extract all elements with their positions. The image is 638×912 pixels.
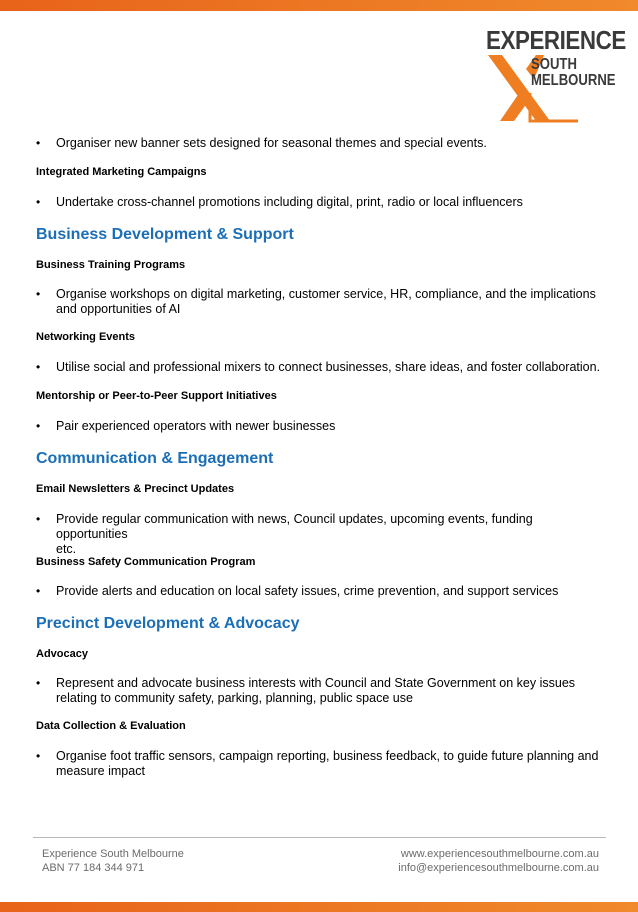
logo-word-experience: EXPERIENCE <box>486 25 626 55</box>
footer-org-block <box>42 847 184 875</box>
bullet-text-line: Organise workshops on digital marketing, customer service, HR, compliance, and the implications <box>56 287 596 301</box>
bullet-glyph: • <box>36 584 41 598</box>
footer-divider <box>33 837 606 838</box>
footer-contact-block <box>398 847 599 875</box>
bullet-glyph: • <box>36 676 41 690</box>
bullet-text-line: relating to community safety, parking, planning, public space use <box>56 691 413 705</box>
top-accent-bar <box>0 0 638 11</box>
bullet-glyph: • <box>36 136 41 150</box>
bullet-text-line: etc. <box>56 542 77 556</box>
section-heading: Business Development & Support <box>36 226 294 243</box>
bullet-text: Organiser new banner sets designed for seasonal themes and special events. <box>56 136 487 150</box>
footer-abn: ABN 77 184 344 971 <box>42 862 145 874</box>
bullet-glyph: • <box>36 512 41 526</box>
bullet-glyph: • <box>36 419 41 433</box>
section-heading: Communication & Engagement <box>36 450 274 467</box>
bullet-text-line: Provide regular communication with news, Council updates, upcoming events, funding opportunities <box>56 512 533 541</box>
bullet-text: Undertake cross-channel promotions including digital, print, radio or local influencers <box>56 195 523 209</box>
subheading: Business Safety Communication Program <box>36 556 256 568</box>
bullet-text-line: Represent and advocate business interests with Council and State Government on key issues <box>56 676 576 690</box>
bullet-glyph: • <box>36 287 41 301</box>
bullet-glyph: • <box>36 360 41 374</box>
bullet-text: Provide alerts and education on local safety issues, crime prevention, and support services <box>56 584 559 598</box>
bottom-accent-bar <box>0 902 638 912</box>
subheading: Email Newsletters & Precinct Updates <box>36 483 235 495</box>
footer-email-link[interactable]: info@experiencesouthmelbourne.com.au <box>398 862 599 874</box>
bullet-text-line: measure impact <box>56 764 145 778</box>
subheading: Business Training Programs <box>36 259 186 271</box>
subheading: Advocacy <box>36 648 88 660</box>
bullet-text-line: and opportunities of AI <box>56 302 181 316</box>
bullet-text-line: Organise foot traffic sensors, campaign reporting, business feedback, to guide future planning and <box>56 749 599 763</box>
subheading: Networking Events <box>36 331 136 343</box>
subheading: Mentorship or Peer-to-Peer Support Initiatives <box>36 390 277 402</box>
footer-org-name: Experience South Melbourne <box>42 848 184 860</box>
logo-word-south: SOUTH <box>531 56 577 73</box>
bullet-glyph: • <box>36 749 41 763</box>
logo-word-melbourne: MELBOURNE <box>531 72 616 89</box>
bullet-text: Pair experienced operators with newer businesses <box>56 419 336 433</box>
footer-website-link[interactable]: www.experiencesouthmelbourne.com.au <box>400 848 599 860</box>
bullet-glyph: • <box>36 195 41 209</box>
experience-south-melbourne-logo <box>484 25 626 124</box>
bullet-text: Utilise social and professional mixers to connect businesses, share ideas, and foster collaboration. <box>56 360 601 374</box>
subheading: Integrated Marketing Campaigns <box>36 166 207 178</box>
subheading: Data Collection & Evaluation <box>36 720 186 732</box>
section-heading: Precinct Development & Advocacy <box>36 615 300 632</box>
